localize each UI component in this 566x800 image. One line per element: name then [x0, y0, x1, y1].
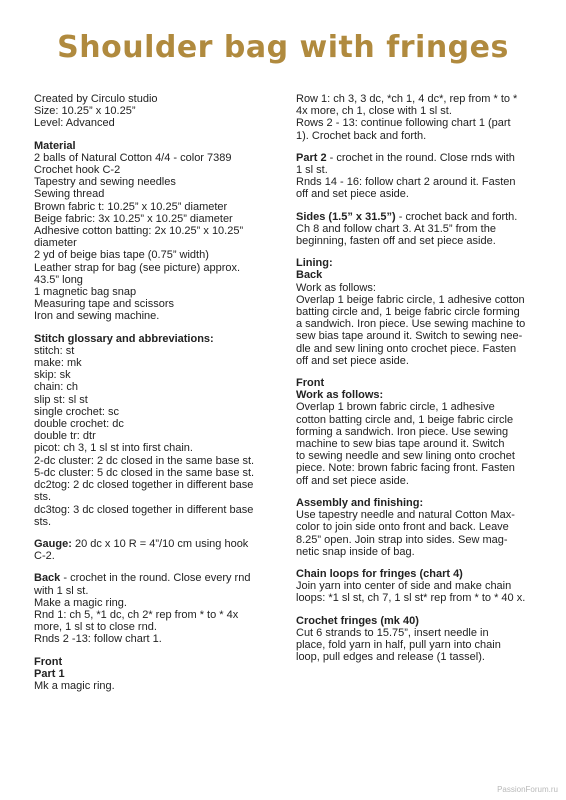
sides-text: - crochet back and forth. [395, 210, 518, 223]
material-item: 43.5” long [34, 273, 83, 286]
material-item: Tapestry and sewing needles [34, 176, 176, 189]
back-label: Back [34, 572, 61, 585]
back-text: Rnds 2 -13: follow chart 1. [34, 633, 162, 646]
fringes-text: loop, pull edges and release (1 tassel). [296, 651, 485, 664]
part1-heading: Part 1 [34, 667, 65, 680]
stitch-glossary-heading: Stitch glossary and abbreviations: [34, 332, 214, 345]
stitch-item: 5-dc cluster: 5 dc closed in the same base st. [34, 466, 255, 479]
front-heading: Front [34, 655, 63, 668]
stitch-item: single crochet: sc [34, 405, 119, 418]
part2-text: - crochet in the round. Close rnds with [326, 151, 515, 164]
stitch-item: picot: ch 3, 1 sl st into first chain. [34, 442, 193, 455]
lining-front-heading: Front [296, 377, 325, 390]
stitch-item: dc2tog: 2 dc closed together in different base [34, 479, 254, 492]
sides-label: Sides (1.5” x 31.5”) [296, 210, 396, 223]
back-text: - crochet in the round. Close every rnd [60, 572, 251, 585]
lining-front-text: piece. Note: brown fabric facing front. Fasten [296, 462, 515, 475]
stitch-glossary-section [34, 333, 270, 528]
back-text: with 1 sl st. [34, 584, 89, 597]
material-item: Iron and sewing machine. [34, 310, 160, 323]
gauge-label: Gauge: [34, 537, 72, 550]
lining-back-text: off and set piece aside. [296, 354, 409, 367]
lining-heading: Lining: [296, 257, 333, 270]
stitch-item: slip st: sl st [34, 393, 88, 406]
lining-front-text: cotton batting circle and, 1 beige fabric circle [296, 413, 514, 426]
gauge-text: C-2. [34, 550, 55, 563]
lining-back-text: sew bias tape around it. Switch to sewing nee- [296, 330, 523, 343]
lining-back-heading: Back [296, 269, 323, 282]
part2-section [296, 152, 538, 201]
sides-text: beginning, fasten off and set piece aside. [296, 235, 496, 248]
right-column [296, 93, 538, 663]
gauge-section [34, 538, 270, 562]
row-text: 4x more, ch 1, close with 1 sl st. [296, 105, 452, 118]
material-item: 1 magnetic bag snap [34, 286, 137, 299]
back-text: Make a magic ring. [34, 596, 127, 609]
lining-section [296, 257, 538, 367]
part1-text: Mk a magic ring. [34, 679, 115, 692]
row-text: Row 1: ch 3, 3 dc, *ch 1, 4 dc*, rep from * to * [296, 93, 518, 105]
back-text: Rnd 1: ch 5, *1 dc, ch 2* rep from * to * 4x [34, 608, 239, 621]
work-as-follows-heading: Work as follows: [296, 389, 384, 402]
lining-back-text: Work as follows: [296, 281, 376, 294]
assembly-text: color to join side onto front and back. Leave [296, 521, 509, 534]
lining-back-text: dle and sew lining onto crochet piece. Fasten [296, 342, 517, 355]
fringes-text: place, fold yarn in half, pull yarn into chain [296, 638, 501, 651]
stitch-item: sts. [34, 491, 52, 504]
material-section [34, 140, 270, 323]
stitch-item: chain: ch [34, 381, 79, 394]
fringes-text: Cut 6 strands to 15.75”, insert needle in [296, 626, 489, 639]
gauge-text: 20 dc x 10 R = 4”/10 cm using hook [71, 537, 249, 550]
lining-back-text: batting circle and, 1 beige fabric circle forming [296, 306, 520, 319]
material-item: Crochet hook C-2 [34, 164, 121, 177]
front-section [34, 656, 270, 693]
material-item: Brown fabric t: 10.25” x 10.25” diameter [34, 200, 228, 213]
material-item: Leather strap for bag (see picture) approx. [34, 261, 241, 274]
lining-front-text: off and set piece aside. [296, 474, 409, 487]
assembly-text: Use tapestry needle and natural Cotton Max- [296, 509, 515, 522]
part2-text: Rnds 14 - 16: follow chart 2 around it. Fasten [296, 176, 516, 189]
stitch-item: skip: sk [34, 369, 71, 382]
lining-back-text: a sandwich. Iron piece. Use sewing machine to [296, 318, 526, 331]
stitch-item: 2-dc cluster: 2 dc closed in the same base st. [34, 454, 255, 467]
lining-front-text: Overlap 1 brown fabric circle, 1 adhesive [296, 401, 495, 414]
row-text: Rows 2 - 13: continue following chart 1 (part [296, 117, 511, 130]
assembly-section [296, 497, 538, 558]
row-text: 1). Crochet back and forth. [296, 129, 427, 142]
assembly-text: 8.25” open. Join strap into sides. Sew mag- [296, 533, 508, 546]
material-item: Measuring tape and scissors [34, 298, 175, 311]
chain-loops-heading: Chain loops for fringes (chart 4) [296, 567, 463, 580]
level-line: Level: Advanced [34, 117, 115, 130]
lining-back-text: Overlap 1 beige fabric circle, 1 adhesive cotton [296, 293, 525, 306]
back-section [34, 572, 270, 645]
rows-section [296, 93, 538, 142]
assembly-heading: Assembly and finishing: [296, 496, 424, 509]
part2-text: off and set piece aside. [296, 188, 409, 201]
lining-front-text: forming a sandwich. Iron piece. Use sewing [296, 425, 509, 438]
page-title: Shoulder bag with fringes [57, 30, 509, 65]
stitch-item: double crochet: dc [34, 418, 124, 431]
chain-loops-section [296, 568, 538, 605]
size-line: Size: 10.25” x 10.25” [34, 105, 136, 118]
material-item: 2 balls of Natural Cotton 4/4 - color 7389 [34, 151, 232, 164]
chain-loops-text: Join yarn into center of side and make chain [296, 580, 512, 593]
stitch-item: make: mk [34, 357, 82, 370]
material-item: Sewing thread [34, 188, 105, 201]
watermark: PassionForum.ru [497, 785, 558, 794]
fringes-section [296, 615, 538, 664]
sides-section [296, 211, 538, 248]
chain-loops-text: loops: *1 sl st, ch 7, 1 sl st* rep from * to * 40 x. [296, 592, 526, 605]
stitch-item: dc3tog: 3 dc closed together in different base [34, 503, 254, 516]
part2-text: 1 sl st. [296, 164, 328, 177]
material-item: diameter [34, 237, 77, 250]
back-text: more, 1 sl st to close rnd. [34, 621, 157, 634]
material-item: Beige fabric: 3x 10.25” x 10.25” diameter [34, 212, 233, 225]
stitch-item: double tr: dtr [34, 430, 96, 443]
assembly-text: netic snap inside of bag. [296, 545, 415, 558]
stitch-item: sts. [34, 515, 52, 528]
lining-front-text: to sewing needle and sew lining onto crochet [296, 450, 515, 463]
intro-section [34, 93, 270, 130]
lining-front-text: machine to sew bias tape around it. Switch [296, 438, 505, 451]
stitch-item: stitch: st [34, 344, 75, 357]
sides-text: Ch 8 and follow chart 3. At 31.5” from the [296, 222, 496, 235]
lining-front-section [296, 377, 538, 487]
credit-line: Created by Circulo studio [34, 93, 158, 105]
material-item: 2 yd of beige bias tape (0.75” width) [34, 249, 209, 262]
left-column [34, 93, 270, 692]
material-item: Adhesive cotton batting: 2x 10.25” x 10.25” [34, 225, 244, 238]
fringes-heading: Crochet fringes (mk 40) [296, 614, 419, 627]
material-heading: Material [34, 139, 76, 152]
part2-label: Part 2 [296, 151, 327, 164]
